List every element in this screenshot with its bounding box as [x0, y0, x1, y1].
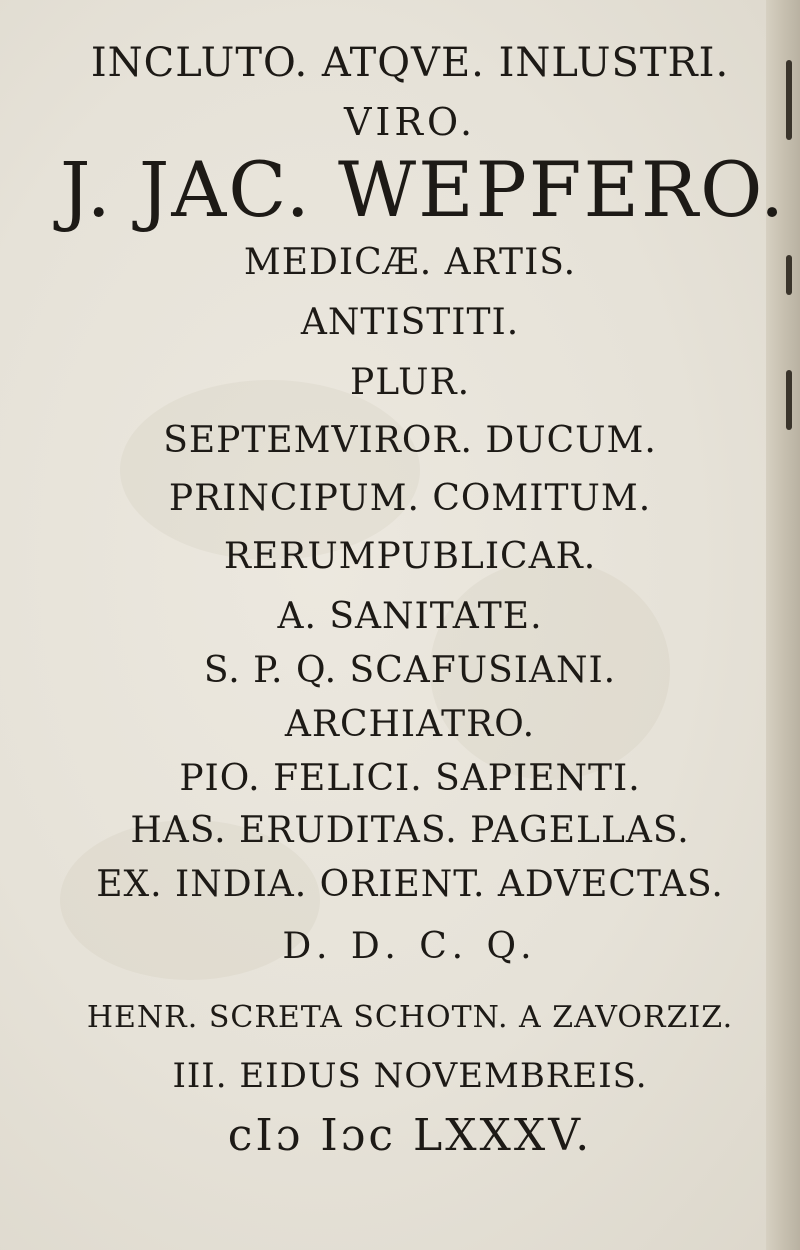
dedication-line: HAS. ERUDITAS. PAGELLAS. — [130, 810, 690, 851]
dedication-line: ANTISTITI. — [300, 302, 520, 343]
dedication-line: RERUMPUBLICAR. — [223, 536, 597, 577]
dedicatee-name: J. JAC. WEPFERO. — [60, 145, 787, 234]
dedication-line: PIO. FELICI. SAPIENTI. — [179, 758, 641, 799]
year-line: cIɔ Iɔc LXXXV. — [227, 1110, 593, 1161]
dedication-line: S. P. Q. SCAFUSIANI. — [203, 650, 617, 691]
dedication-line: VIRO. — [343, 100, 477, 144]
dedication-line: INCLUTO. ATQVE. INLUSTRI. — [90, 40, 730, 86]
dedication-line: PLUR. — [349, 362, 471, 403]
dedication-line: SEPTEMVIROR. DUCUM. — [163, 420, 657, 461]
date-line: III. EIDUS NOVEMBREIS. — [172, 1056, 648, 1096]
dedication-line: ARCHIATRO. — [284, 704, 536, 745]
dedication-line: PRINCIPUM. COMITUM. — [168, 478, 652, 519]
dedication-line: D. D. C. Q. — [282, 926, 538, 967]
dedication-line: MEDICÆ. ARTIS. — [243, 242, 577, 283]
dedication-line: A. SANITATE. — [277, 596, 543, 637]
author-signature-line: HENR. SCRETA SCHOTN. A ZAVORZIZ. — [86, 1000, 734, 1035]
dedication-line: EX. INDIA. ORIENT. ADVECTAS. — [96, 864, 724, 905]
